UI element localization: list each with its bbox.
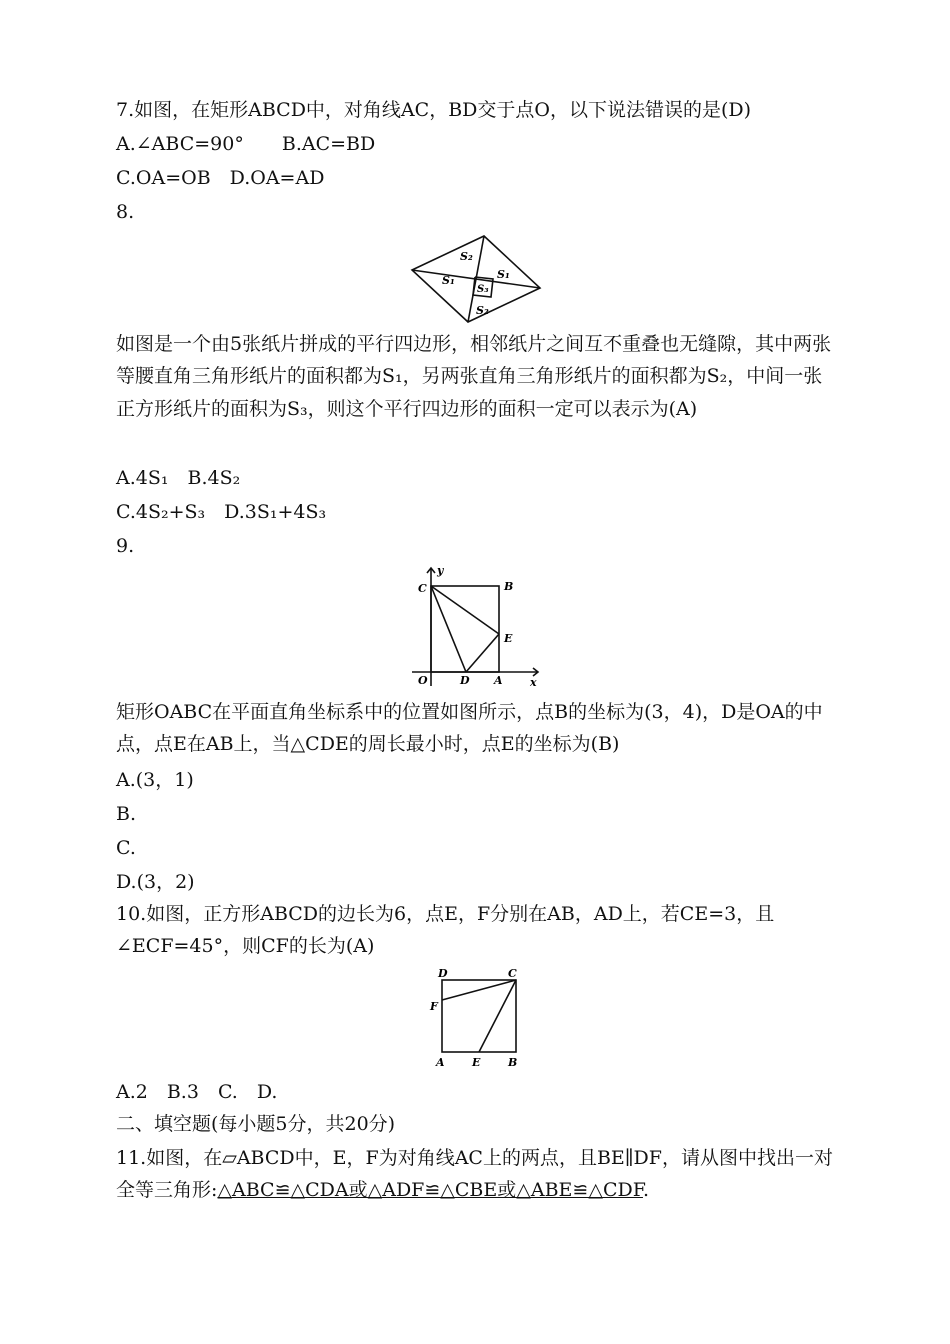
q7-stem: 7.如图，在矩形ABCD中，对角线AC，BD交于点O，以下说法错误的是(D) — [116, 99, 752, 121]
q9-label-x: x — [530, 676, 537, 689]
q11-answer: △ABC≌△CDA或△ADF≌△CBE或△ABE≌△CDF — [217, 1179, 643, 1202]
q11-stem-text: 11.如图，在▱ABCD中，E，F为对角线AC上的两点，且BE∥DF，请从图中找出一对全等三角形: — [116, 1147, 833, 1202]
q8-label-s3: S₃ — [477, 284, 489, 295]
q10-stem: 10.如图，正方形ABCD的边长为6，点E，F分别在AB，AD上，若CE=3，且∠ECF=45°，则CF的长为(A) — [116, 903, 775, 958]
q10-options: A.2 B.3 C. D. — [116, 1081, 278, 1103]
q10-label-a: A — [436, 1056, 445, 1069]
q7-options-cd: C.OA=OB D.OA=AD — [116, 167, 325, 189]
q8-label-s1-right: S₁ — [497, 268, 510, 281]
q8-number: 8. — [116, 201, 135, 223]
q9-coordinate-figure — [410, 562, 546, 690]
q9-label-d: D — [460, 674, 470, 687]
q11-stem — [116, 1142, 838, 1207]
q10-label-c: C — [508, 967, 517, 980]
q7-options-ab: A.∠ABC=90° B.AC=BD — [116, 133, 376, 155]
q10-label-e: E — [472, 1056, 481, 1069]
q9-option-c: C. — [116, 837, 136, 859]
q9-label-o: O — [418, 674, 428, 687]
q9-label-a: A — [494, 674, 503, 687]
q9-option-a: A.(3，1) — [116, 769, 194, 791]
q9-label-c: C — [418, 582, 427, 595]
q10-label-d: D — [438, 967, 448, 980]
q9-label-b: B — [504, 580, 514, 593]
q8-parallelogram-figure — [408, 232, 544, 324]
q9-label-y: y — [437, 564, 444, 577]
q9-number: 9. — [116, 535, 135, 557]
q10-square-figure — [426, 964, 526, 1072]
q8-label-s2-top: S₂ — [460, 250, 473, 263]
q11-end: . — [642, 1179, 650, 1202]
q9-label-e: E — [504, 632, 513, 645]
q8-options-cd: C.4S₂+S₃ D.3S₁+4S₃ — [116, 501, 327, 523]
q9-stem: 矩形OABC在平面直角坐标系中的位置如图所示，点B的坐标为(3，4)，D是OA的中点，点E在AB上，当△CDE的周长最小时，点E的坐标为(B) — [116, 701, 823, 756]
section-2-heading: 二、填空题(每小题5分，共20分) — [116, 1113, 396, 1135]
q8-label-s2-bottom: S₂ — [476, 304, 489, 317]
q10-label-f: F — [430, 1000, 438, 1013]
q8-stem: 如图是一个由5张纸片拼成的平行四边形，相邻纸片之间互不重叠也无缝隙，其中两张等腰直角三角形纸片的面积都为S₁，另两张直角三角形纸片的面积都为S₂，中间一张正方形纸片的面积为S₃，则这个平行四边形的面积一定可以表示为(A) — [116, 333, 832, 420]
q8-options-ab: A.4S₁ B.4S₂ — [116, 467, 241, 489]
q8-label-s1-left: S₁ — [442, 274, 455, 287]
q10-label-b: B — [508, 1056, 518, 1069]
q9-option-b: B. — [116, 803, 137, 825]
q9-option-d: D.(3，2) — [116, 871, 195, 893]
